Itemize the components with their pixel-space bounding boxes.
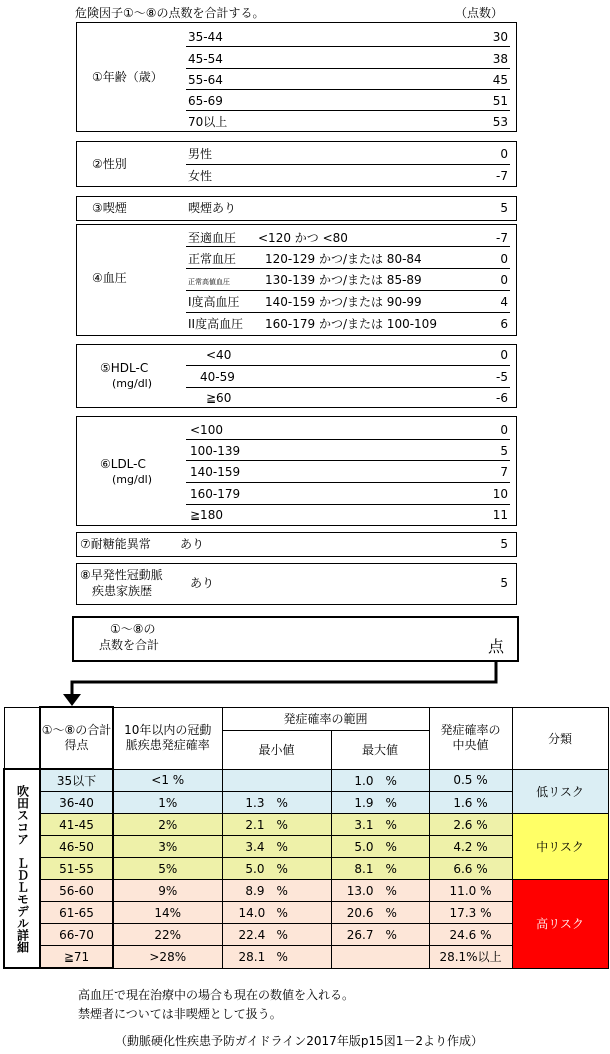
hdl-label: ⑤HDL-C: [100, 361, 149, 375]
age-label: ①年齢（歳）: [92, 70, 163, 84]
age-points: 51: [492, 94, 508, 108]
bp-category: 至適血圧: [188, 231, 237, 245]
age-points: 30: [492, 30, 508, 44]
probability-cell: 22%: [113, 924, 222, 946]
glucose-points: 5: [500, 537, 508, 551]
family-history-label: ⑧早発性冠動脈: [80, 568, 163, 582]
age-points: 45: [492, 73, 508, 87]
hdl-range: ≧60: [206, 391, 232, 405]
arrow-icon: [60, 660, 500, 710]
sex-value: 男性: [188, 147, 213, 161]
ldl-label: ⑥LDL-C: [100, 457, 146, 471]
sex-points: -7: [496, 169, 508, 183]
ldl-points: 0: [500, 423, 508, 437]
bp-range: 140-159 かつ/または 90-99: [265, 295, 422, 309]
median-cell: 4.2 %: [429, 836, 512, 858]
max-cell: 3.1 %: [331, 814, 429, 836]
probability-cell: <1 %: [113, 769, 222, 792]
probability-cell: >28%: [113, 946, 222, 969]
points-header: （点数）: [455, 6, 504, 20]
side-label: 吹田スコア ＬＤＬモデル詳細: [4, 769, 40, 968]
total-label: 点数を合計: [99, 638, 160, 652]
max-cell: 5.0 %: [331, 836, 429, 858]
probability-cell: 14%: [113, 902, 222, 924]
score-cell: 61-65: [40, 902, 113, 924]
age-range: 45-54: [188, 52, 223, 66]
max-cell: 8.1 %: [331, 858, 429, 880]
header-class: 分類: [512, 707, 608, 769]
note: 禁煙者については非喫煙として扱う。: [78, 1007, 282, 1021]
median-cell: 6.6 %: [429, 858, 512, 880]
hdl-range: 40-59: [200, 370, 235, 384]
min-cell: 8.9 %: [222, 880, 331, 902]
bp-points: 4: [500, 295, 508, 309]
sex-label: ②性別: [92, 157, 127, 171]
bp-label: ④血圧: [92, 271, 127, 285]
header-10yr-probability: 10年以内の冠動脈疾患発症確率: [113, 707, 222, 769]
note: 高血圧で現在治療中の場合も現在の数値を入れる。: [78, 988, 355, 1002]
min-cell: 2.1 %: [222, 814, 331, 836]
risk-mid: 中リスク: [512, 814, 608, 880]
median-cell: 2.6 %: [429, 814, 512, 836]
max-cell: 1.9 %: [331, 792, 429, 814]
age-range: 70以上: [188, 115, 228, 129]
glucose-value: あり: [180, 537, 205, 551]
min-cell: 22.4 %: [222, 924, 331, 946]
probability-cell: 2%: [113, 814, 222, 836]
table-row: [4, 814, 608, 836]
bp-points: 0: [500, 273, 508, 287]
bp-points: -7: [496, 231, 508, 245]
score-cell: ≧71: [40, 946, 113, 969]
hdl-points: -6: [496, 391, 508, 405]
max-cell: 13.0 %: [331, 880, 429, 902]
bp-range: 130-139 かつ/または 85-89: [265, 273, 422, 287]
min-cell: 5.0 %: [222, 858, 331, 880]
median-cell: 24.6 %: [429, 924, 512, 946]
suita-score-table: [3, 706, 609, 969]
score-cell: 51-55: [40, 858, 113, 880]
min-cell: 1.3 %: [222, 792, 331, 814]
family-history-value: あり: [190, 576, 215, 590]
ldl-range: 100-139: [190, 444, 241, 458]
max-cell: 20.6 %: [331, 902, 429, 924]
bp-points: 6: [500, 317, 508, 331]
age-range: 35-44: [188, 30, 223, 44]
max-cell: 1.0 %: [331, 769, 429, 792]
family-history-label: 疾患家族歴: [92, 584, 153, 598]
sex-points: 0: [500, 147, 508, 161]
table-row: [4, 769, 608, 792]
header-range: 発症確率の範囲: [222, 707, 429, 730]
hdl-unit: (mg/dl): [112, 377, 153, 390]
bp-category: II度高血圧: [188, 317, 244, 331]
total-label: ①～⑧の: [110, 622, 156, 636]
table-row: [4, 880, 608, 902]
ldl-points: 5: [500, 444, 508, 458]
total-unit: 点: [488, 637, 505, 656]
ldl-range: 160-179: [190, 487, 241, 501]
ldl-points: 10: [492, 487, 508, 501]
ldl-range: 140-159: [190, 465, 241, 479]
score-cell: 66-70: [40, 924, 113, 946]
ldl-points: 11: [492, 508, 508, 522]
probability-cell: 5%: [113, 858, 222, 880]
min-cell: 3.4 %: [222, 836, 331, 858]
age-range: 55-64: [188, 73, 223, 87]
score-cell: 46-50: [40, 836, 113, 858]
max-cell: 26.7 %: [331, 924, 429, 946]
header-median: 発症確率の中央値: [429, 707, 512, 769]
smoking-label: ③喫煙: [92, 201, 127, 215]
smoking-section: [76, 196, 517, 221]
bp-category: 正常高値血圧: [188, 278, 230, 286]
min-cell: 28.1 %: [222, 946, 331, 969]
hdl-points: 0: [500, 348, 508, 362]
median-cell: 0.5 %: [429, 769, 512, 792]
probability-cell: 3%: [113, 836, 222, 858]
age-points: 53: [492, 115, 508, 129]
hdl-range: <40: [206, 348, 232, 362]
median-cell: 17.3 %: [429, 902, 512, 924]
score-cell: 56-60: [40, 880, 113, 902]
median-cell: 1.6 %: [429, 792, 512, 814]
bp-points: 0: [500, 252, 508, 266]
sex-value: 女性: [188, 169, 213, 183]
ldl-points: 7: [500, 465, 508, 479]
ldl-unit: (mg/dl): [112, 473, 153, 486]
instruction-title: 危険因子①～⑧の点数を合計する。: [75, 6, 265, 20]
probability-cell: 1%: [113, 792, 222, 814]
ldl-range: <100: [190, 423, 223, 437]
score-cell: 36-40: [40, 792, 113, 814]
hdl-points: -5: [496, 370, 508, 384]
family-history-points: 5: [500, 576, 508, 590]
header-max: 最大値: [331, 730, 429, 769]
ldl-range: ≧180: [190, 508, 223, 522]
score-cell: 41-45: [40, 814, 113, 836]
bp-category: 正常血圧: [188, 252, 237, 266]
bp-category: I度高血圧: [188, 295, 240, 309]
score-cell: 35以下: [40, 769, 113, 792]
source-citation: （動脈硬化性疾患予防ガイドライン2017年版p15図1－2より作成）: [115, 1034, 483, 1048]
median-cell: 11.0 %: [429, 880, 512, 902]
median-cell: 28.1%以上: [429, 946, 512, 969]
smoking-points: 5: [500, 201, 508, 215]
bp-range: 120-129 かつ/または 80-84: [265, 252, 422, 266]
risk-low: 低リスク: [512, 769, 608, 814]
ldl-section: [76, 416, 517, 526]
probability-cell: 9%: [113, 880, 222, 902]
bp-range: <120 かつ <80: [258, 231, 348, 245]
age-points: 38: [492, 52, 508, 66]
min-cell: 14.0 %: [222, 902, 331, 924]
glucose-label: ⑦耐糖能異常: [80, 537, 151, 551]
smoking-value: 喫煙あり: [188, 201, 237, 215]
min-cell: [222, 769, 331, 792]
risk-high: 高リスク: [512, 880, 608, 969]
hdl-section: [76, 344, 517, 408]
max-cell: [331, 946, 429, 969]
header-min: 最小値: [222, 730, 331, 769]
header-score: ①～⑧の合計得点: [40, 707, 113, 769]
bp-range: 160-179 かつ/または 100-109: [265, 317, 437, 331]
age-range: 65-69: [188, 94, 223, 108]
